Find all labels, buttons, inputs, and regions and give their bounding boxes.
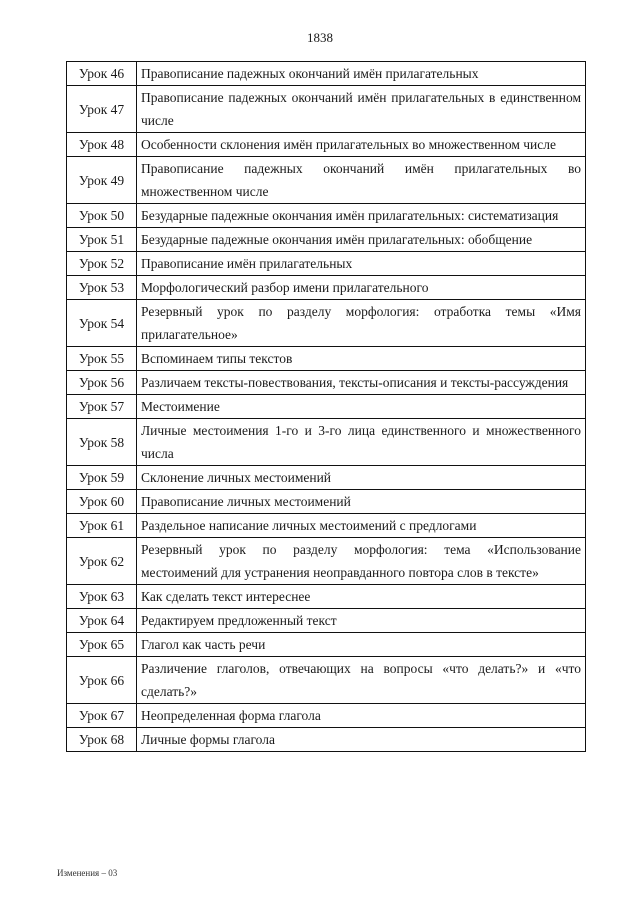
lesson-topic-cell: Правописание падежных окончаний имён прилагательных	[137, 62, 586, 86]
lesson-number-cell: Урок 54	[67, 300, 137, 347]
lesson-topic-cell: Местоимение	[137, 395, 586, 419]
lesson-topic-cell: Морфологический разбор имени прилагательного	[137, 276, 586, 300]
lesson-number-cell: Урок 58	[67, 419, 137, 466]
lesson-number-cell: Урок 64	[67, 609, 137, 633]
lesson-number-cell: Урок 61	[67, 514, 137, 538]
lesson-topic-cell: Правописание имён прилагательных	[137, 252, 586, 276]
lesson-number-cell: Урок 57	[67, 395, 137, 419]
table-row	[67, 609, 586, 633]
table-row	[67, 538, 586, 585]
lesson-number-cell: Урок 62	[67, 538, 137, 585]
table-row	[67, 704, 586, 728]
lesson-number-cell: Урок 66	[67, 657, 137, 704]
lesson-topic-cell: Различение глаголов, отвечающих на вопросы «что делать?» и «что сделать?»	[137, 657, 586, 704]
lesson-topic-cell: Особенности склонения имён прилагательных во множественном числе	[137, 133, 586, 157]
lesson-number-cell: Урок 56	[67, 371, 137, 395]
table-row	[67, 633, 586, 657]
lesson-number-cell: Урок 51	[67, 228, 137, 252]
lesson-number-cell: Урок 50	[67, 204, 137, 228]
lesson-number-cell: Урок 53	[67, 276, 137, 300]
lesson-number-cell: Урок 60	[67, 490, 137, 514]
table-row	[67, 228, 586, 252]
lessons-table	[66, 61, 586, 752]
page-number: 1838	[307, 30, 333, 45]
lesson-number-cell: Урок 59	[67, 466, 137, 490]
table-row	[67, 514, 586, 538]
lesson-number-cell: Урок 46	[67, 62, 137, 86]
lessons-table-body	[67, 62, 586, 752]
lesson-topic-cell: Резервный урок по разделу морфология: тема «Использование местоимений для устранения неоправданного повтора слов в тексте»	[137, 538, 586, 585]
lesson-topic-cell: Безударные падежные окончания имён прилагательных: обобщение	[137, 228, 586, 252]
table-row	[67, 62, 586, 86]
table-row	[67, 347, 586, 371]
lesson-topic-cell: Правописание падежных окончаний имён прилагательных в единственном числе	[137, 86, 586, 133]
lesson-topic-cell: Правописание личных местоимений	[137, 490, 586, 514]
lesson-number-cell: Урок 63	[67, 585, 137, 609]
lesson-topic-cell: Редактируем предложенный текст	[137, 609, 586, 633]
lesson-topic-cell: Различаем тексты-повествования, тексты-описания и тексты-рассуждения	[137, 371, 586, 395]
table-row	[67, 728, 586, 752]
table-row	[67, 466, 586, 490]
table-row	[67, 300, 586, 347]
lesson-topic-cell: Личные формы глагола	[137, 728, 586, 752]
lesson-number-cell: Урок 68	[67, 728, 137, 752]
lesson-number-cell: Урок 47	[67, 86, 137, 133]
lesson-topic-cell: Как сделать текст интереснее	[137, 585, 586, 609]
table-row	[67, 204, 586, 228]
table-row	[67, 585, 586, 609]
lesson-topic-cell: Раздельное написание личных местоимений с предлогами	[137, 514, 586, 538]
table-row	[67, 371, 586, 395]
table-row	[67, 133, 586, 157]
lesson-number-cell: Урок 55	[67, 347, 137, 371]
table-row	[67, 395, 586, 419]
table-row	[67, 252, 586, 276]
table-row	[67, 157, 586, 204]
lesson-topic-cell: Безударные падежные окончания имён прилагательных: систематизация	[137, 204, 586, 228]
footer-revision-note: Изменения – 03	[57, 868, 118, 878]
table-row	[67, 490, 586, 514]
lesson-number-cell: Урок 65	[67, 633, 137, 657]
lesson-topic-cell: Неопределенная форма глагола	[137, 704, 586, 728]
lesson-number-cell: Урок 48	[67, 133, 137, 157]
lesson-topic-cell: Вспоминаем типы текстов	[137, 347, 586, 371]
table-row	[67, 419, 586, 466]
lesson-topic-cell: Глагол как часть речи	[137, 633, 586, 657]
lesson-number-cell: Урок 67	[67, 704, 137, 728]
table-row	[67, 86, 586, 133]
lesson-topic-cell: Склонение личных местоимений	[137, 466, 586, 490]
lesson-topic-cell: Резервный урок по разделу морфология: отработка темы «Имя прилагательное»	[137, 300, 586, 347]
lesson-number-cell: Урок 49	[67, 157, 137, 204]
table-row	[67, 657, 586, 704]
lesson-topic-cell: Правописание падежных окончаний имён прилагательных во множественном числе	[137, 157, 586, 204]
table-row	[67, 276, 586, 300]
lesson-number-cell: Урок 52	[67, 252, 137, 276]
lesson-topic-cell: Личные местоимения 1-го и 3-го лица единственного и множественного числа	[137, 419, 586, 466]
